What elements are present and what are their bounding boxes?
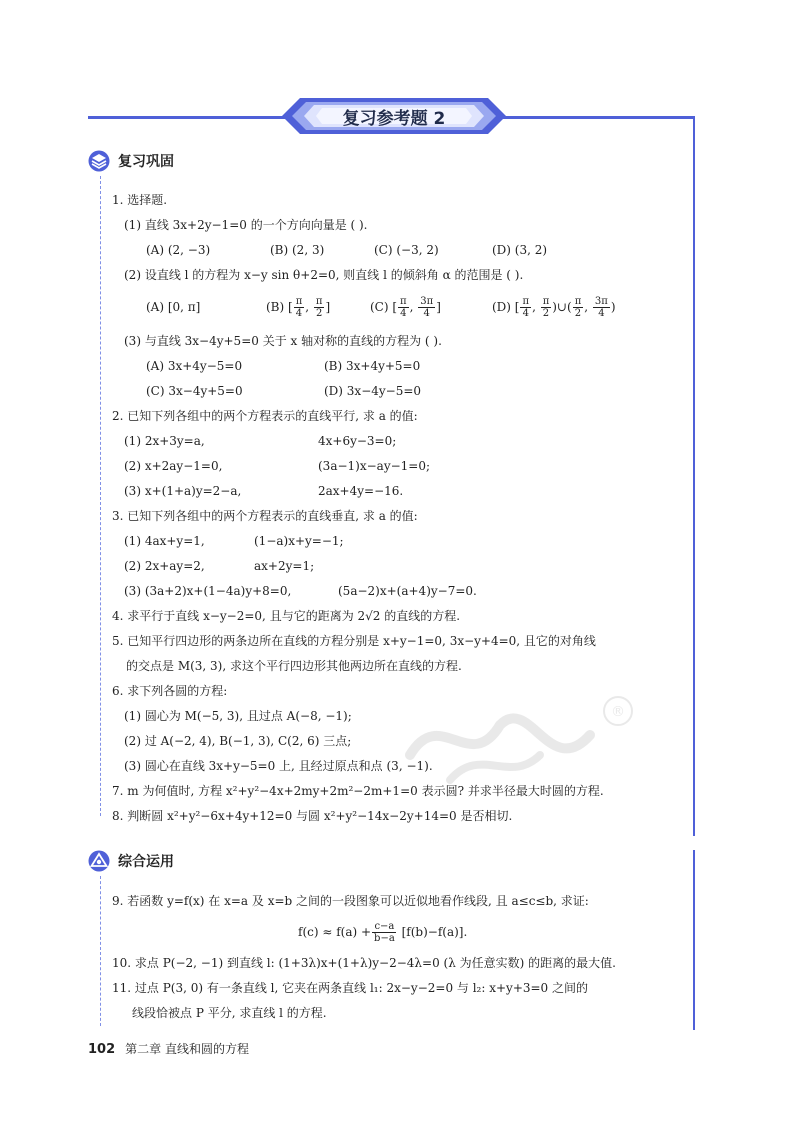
q5-line1: 5. 已知平行四边形的两条边所在直线的方程分别是 x+y−1=0, 3x−y+4=0, 且它的对角线	[112, 634, 596, 648]
page-number: 102	[88, 1042, 116, 1057]
option-b: (B) (2, 3)	[270, 243, 325, 257]
q6-part2: (2) 过 A(−2, 4), B(−1, 3), C(2, 6) 三点;	[124, 734, 352, 748]
q3-row1-eq2: (1−a)x+y=−1;	[254, 534, 344, 548]
q9-stem: 9. 若函数 y=f(x) 在 x=a 及 x=b 之间的一段图象可以近似地看作线段, 且 a≤c≤b, 求证:	[112, 894, 589, 908]
q9-formula-right: [f(b)−f(a)].	[401, 925, 468, 939]
page-footer	[88, 1040, 249, 1057]
registered-mark: ®	[611, 704, 625, 720]
q2-row2-eq1: (2) x+2ay−1=0,	[124, 459, 223, 473]
q9-fraction: $\frac{c-a}{b-a}$	[374, 921, 395, 944]
section-comprehensive-title: 综合运用	[118, 854, 174, 870]
frame-left-dashed-rule-2	[100, 876, 101, 1026]
q4: 4. 求平行于直线 x−y−2=0, 且与它的距离为 2√2 的直线的方程.	[112, 609, 461, 623]
chapter-title: 第二章 直线和圆的方程	[125, 1042, 249, 1056]
triangle-target-icon	[88, 850, 110, 872]
q11-line2: 线段恰被点 P 平分, 求直线 l 的方程.	[132, 1006, 327, 1020]
option-b: (B) 3x+4y+5=0	[324, 359, 421, 373]
q9-formula-left: f(c) ≈ f(a) +	[298, 925, 372, 939]
layers-icon	[88, 150, 110, 172]
option-a: (A) 3x+4y−5=0	[146, 359, 243, 373]
frame-left-dashed-rule	[100, 176, 101, 816]
option-d: (D) (3, 2)	[492, 243, 548, 257]
frame-right-rule	[693, 116, 695, 836]
q3-stem: 3. 已知下列各组中的两个方程表示的直线垂直, 求 a 的值:	[112, 509, 418, 523]
q1-part3: (3) 与直线 3x−4y+5=0 关于 x 轴对称的直线的方程为 ( ).	[124, 334, 442, 348]
frame-right-rule-2	[693, 850, 695, 1030]
section-review	[88, 150, 174, 172]
option-c: (C) 3x−4y+5=0	[146, 384, 243, 398]
q1-part1: (1) 直线 3x+2y−1=0 的一个方向向量是 ( ).	[124, 218, 368, 232]
option-b: (B) [ $\frac{\pi}{4}$ , $\frac{\pi}{2}$ ]	[266, 296, 331, 319]
q1-part2: (2) 设直线 l 的方程为 x−y sin θ+2=0, 则直线 l 的倾斜角 α 的范围是 ( ).	[124, 268, 524, 282]
q5-line2: 的交点是 M(3, 3), 求这个平行四边形其他两边所在直线的方程.	[126, 659, 462, 673]
option-c: (C) [ $\frac{\pi}{4}$ , $\frac{3\pi}{4}$ ]	[370, 296, 441, 319]
option-a: (A) (2, −3)	[146, 243, 211, 257]
q11-line1: 11. 过点 P(3, 0) 有一条直线 l, 它夹在两条直线 l₁: 2x−y−2=0 与 l₂: x+y+3=0 之间的	[112, 981, 589, 995]
q9-formula	[298, 918, 467, 946]
q2-row1-eq2: 4x+6y−3=0;	[318, 434, 397, 448]
section-review-title: 复习巩固	[118, 154, 174, 170]
q8: 8. 判断圆 x²+y²−6x+4y+12=0 与圆 x²+y²−14x−2y+14=0 是否相切.	[112, 809, 513, 823]
q2-row3-eq2: 2ax+4y=−16.	[318, 484, 404, 498]
q3-row1-eq1: (1) 4ax+y=1,	[124, 534, 205, 548]
q2-row1-eq1: (1) 2x+3y=a,	[124, 434, 205, 448]
q6-part1: (1) 圆心为 M(−5, 3), 且过点 A(−8, −1);	[124, 709, 352, 723]
section-comprehensive	[88, 850, 174, 872]
q6-part3: (3) 圆心在直线 3x+y−5=0 上, 且经过原点和点 (3, −1).	[124, 759, 433, 773]
option-d: (D) [ $\frac{\pi}{4}$ , $\frac{\pi}{2}$ )∪( $\frac{\pi}{2}$ , $\frac{3\pi}{4}$ )	[492, 296, 616, 319]
option-a: (A) [0, π]	[146, 300, 201, 314]
q3-row3-eq1: (3) (3a+2)x+(1−4a)y+8=0,	[124, 584, 292, 598]
q1-stem: 1. 选择题.	[112, 193, 168, 207]
q2-row3-eq1: (3) x+(1+a)y=2−a,	[124, 484, 242, 498]
option-c: (C) (−3, 2)	[374, 243, 439, 257]
q3-row2-eq1: (2) 2x+ay=2,	[124, 559, 205, 573]
q2-row2-eq2: (3a−1)x−ay−1=0;	[318, 459, 431, 473]
q2-stem: 2. 已知下列各组中的两个方程表示的直线平行, 求 a 的值:	[112, 409, 418, 423]
option-d: (D) 3x−4y−5=0	[324, 384, 422, 398]
q6-stem: 6. 求下列各圆的方程:	[112, 684, 228, 698]
publisher-watermark	[390, 685, 650, 795]
q3-row3-eq2: (5a−2)x+(a+4)y−7=0.	[338, 584, 477, 598]
q7: 7. m 为何值时, 方程 x²+y²−4x+2my+2m²−2m+1=0 表示圆? 并求半径最大时圆的方程.	[112, 784, 604, 798]
q3-row2-eq2: ax+2y=1;	[254, 559, 315, 573]
page-title: 复习参考题 2	[342, 108, 446, 129]
q10: 10. 求点 P(−2, −1) 到直线 l: (1+3λ)x+(1+λ)y−2−4λ=0 (λ 为任意实数) 的距离的最大值.	[112, 956, 616, 970]
